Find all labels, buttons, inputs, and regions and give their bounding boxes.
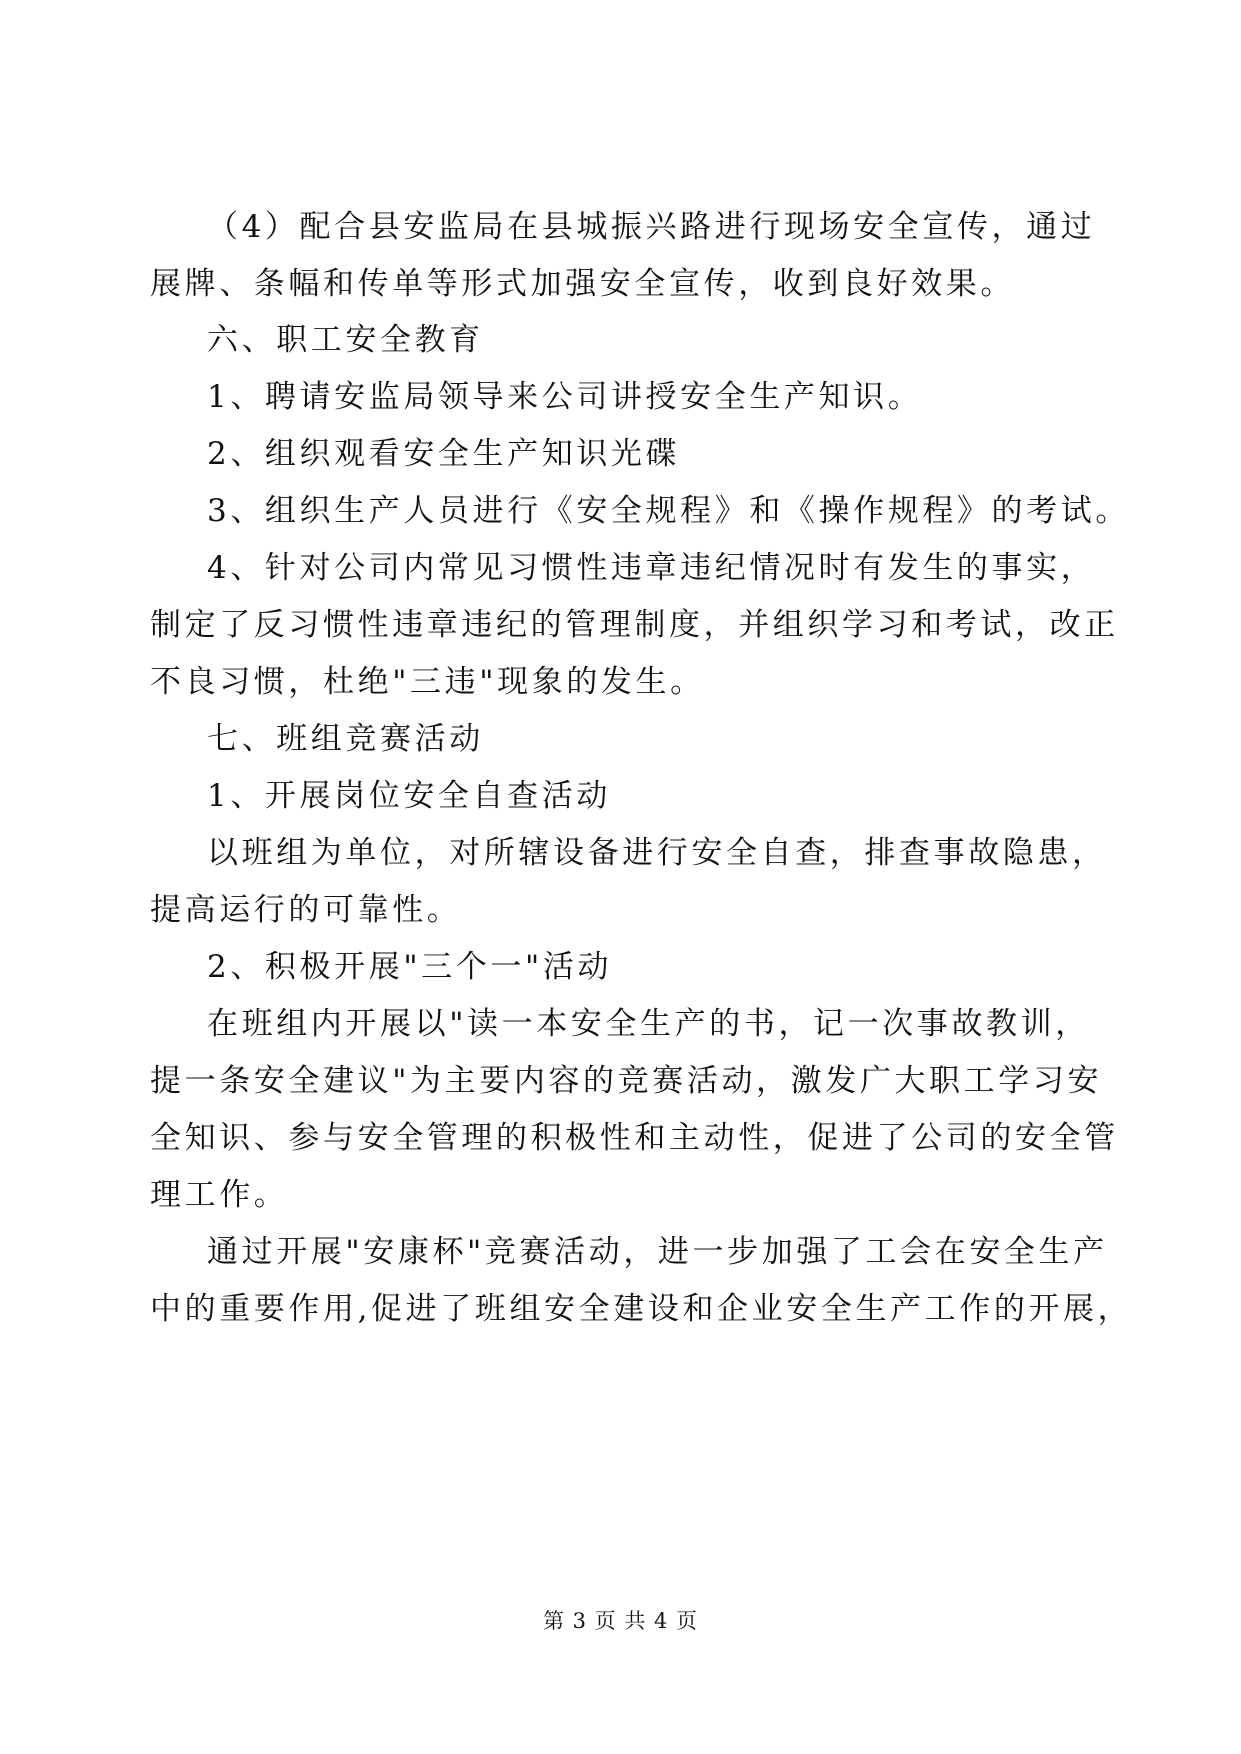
body-line-13: 提高运行的可靠性。 [150, 892, 462, 928]
subheading-1: 1、开展岗位安全自查活动 [207, 778, 611, 814]
section-heading-6: 六、职工安全教育 [207, 322, 484, 358]
body-line-15: 在班组内开展以"读一本安全生产的书，记一次事故教训， [207, 1006, 1090, 1042]
list-item-4: 4、针对公司内常见习惯性违章违纪情况时有发生的事实， [207, 550, 1096, 586]
body-line-19: 通过开展"安康杯"竞赛活动，进一步加强了工会在安全生产 [207, 1234, 1108, 1270]
body-line-16: 提一条安全建议"为主要内容的竞赛活动，激发广大职工学习安 [150, 1063, 1103, 1099]
section-heading-7: 七、班组竞赛活动 [207, 721, 484, 757]
page-number-footer: 第 3 页 共 4 页 [542, 1609, 699, 1633]
list-item-3: 3、组织生产人员进行《安全规程》和《操作规程》的考试。 [207, 493, 1130, 529]
body-line-1: （4）配合县安监局在县城振兴路进行现场安全宣传，通过 [207, 209, 1096, 245]
body-line-8: 制定了反习惯性违章违纪的管理制度，并组织学习和考试，改正 [150, 607, 1119, 643]
body-line-17: 全知识、参与安全管理的积极性和主动性，促进了公司的安全管 [150, 1120, 1119, 1156]
subheading-2: 2、积极开展"三个一"活动 [207, 949, 613, 985]
list-item-1: 1、聘请安监局领导来公司讲授安全生产知识。 [207, 379, 923, 415]
body-line-9: 不良习惯，杜绝"三违"现象的发生。 [150, 664, 705, 700]
body-line-20: 中的重要作用,促进了班组安全建设和企业安全生产工作的开展， [150, 1291, 1133, 1327]
body-line-2: 展牌、条幅和传单等形式加强安全宣传，收到良好效果。 [150, 266, 1015, 302]
body-line-18: 理工作。 [150, 1177, 289, 1213]
list-item-2: 2、组织观看安全生产知识光碟 [207, 436, 681, 472]
body-line-12: 以班组为单位，对所辖设备进行安全自查，排查事故隐患， [207, 835, 1107, 871]
